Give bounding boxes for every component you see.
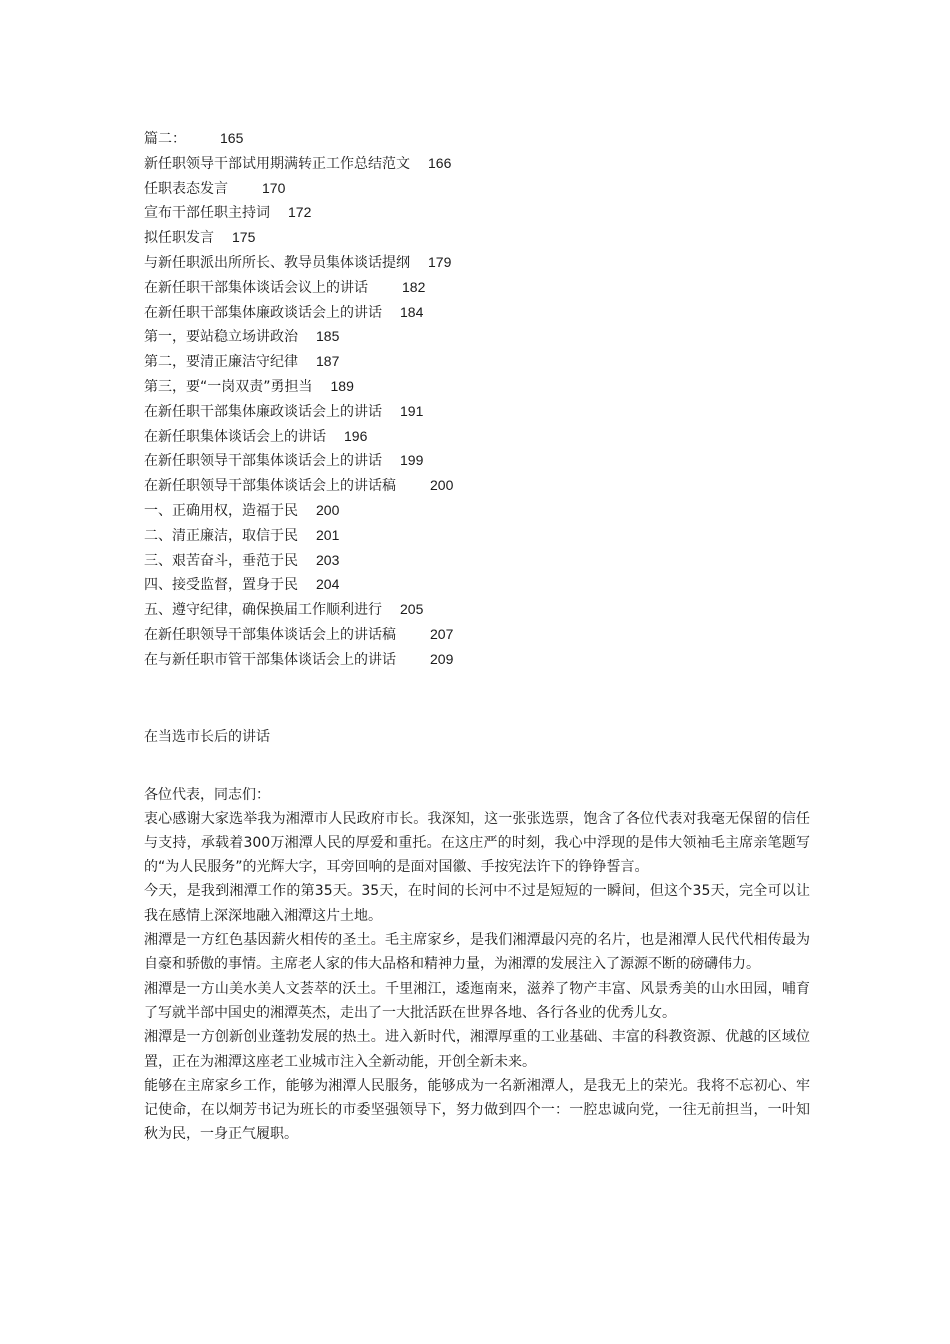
toc-entry-page-number: 170	[262, 179, 286, 196]
toc-entry-title: 在新任职干部集体谈话会议上的讲话	[144, 279, 368, 296]
paragraph: 今天，是我到湘潭工作的第35天。35天，在时间的长河中不过是短短的一瞬间，但这个35天，完全可以让我在感情上深深地融入湘潭这片土地。	[144, 883, 810, 924]
toc-entry-title: 第三，要“一岗双责”勇担当	[144, 378, 313, 395]
toc-entry-title: 在新任职领导干部集体谈话会上的讲话	[144, 453, 382, 470]
toc-entry-page-number: 199	[400, 452, 424, 469]
toc-entry[interactable]	[144, 225, 810, 250]
toc-entry-page-number: 201	[316, 526, 340, 543]
toc-entry[interactable]	[144, 548, 810, 573]
toc-entry[interactable]	[144, 448, 810, 473]
toc-entry-page-number: 165	[220, 130, 244, 146]
toc-entry-title: 宣布干部任职主持词	[144, 205, 270, 222]
toc-entry[interactable]	[144, 126, 810, 151]
toc-entry-page-number: 172	[288, 204, 312, 221]
toc-entry[interactable]	[144, 324, 810, 349]
paragraph: 能够在主席家乡工作，能够为湘潭人民服务，能够成为一名新湘潭人，是我无上的荣光。我将不忘初心、牢记使命，在以炯芳书记为班长的市委坚强领导下，努力做到四个一：一腔忠诚向党，一往无前担当，一叶知秋为民，一身正气履职。	[144, 1077, 810, 1143]
toc-entry[interactable]	[144, 250, 810, 275]
paragraph: 湘潭是一方红色基因薪火相传的圣土。毛主席家乡，是我们湘潭最闪亮的名片，也是湘潭人民代代相传最为自豪和骄傲的事情。主席老人家的伟大品格和精神力量，为湘潭的发展注入了源源不断的磅礴伟力。	[144, 932, 810, 973]
toc-entry-page-number: 179	[428, 253, 452, 270]
toc-entry-title: 第一，要站稳立场讲政治	[144, 329, 298, 346]
toc-entry-title: 三、艰苦奋斗，垂范于民	[144, 552, 298, 569]
toc-entry[interactable]	[144, 572, 810, 597]
toc-entry-page-number: 184	[400, 303, 424, 320]
toc-entry[interactable]	[144, 374, 810, 399]
toc-entry-title: 四、接受监督，置身于民	[144, 577, 298, 594]
toc-entry[interactable]	[144, 622, 810, 647]
toc-entry-page-number: 205	[400, 601, 424, 618]
toc-entry[interactable]	[144, 200, 810, 225]
toc-entry-title: 新任职领导干部试用期满转正工作总结范文	[144, 155, 410, 172]
toc-entry[interactable]	[144, 275, 810, 300]
toc-entry[interactable]	[144, 523, 810, 548]
toc-entry-title: 在新任职干部集体廉政谈话会上的讲话	[144, 304, 382, 321]
toc-entry-title: 拟任职发言	[144, 230, 214, 247]
toc-entry-page-number: 175	[232, 229, 256, 246]
toc-entry-page-number: 203	[316, 551, 340, 568]
toc-entry-page-number: 209	[430, 650, 454, 667]
toc-entry-page-number: 191	[400, 402, 424, 419]
toc-entry-title: 任职表态发言	[144, 180, 228, 197]
toc-entry-title: 五、遵守纪律，确保换届工作顺利进行	[144, 602, 382, 619]
toc-entry[interactable]	[144, 176, 810, 201]
toc-entry-page-number: 189	[330, 377, 354, 394]
toc-entry[interactable]	[144, 498, 810, 523]
toc-entry-title: 与新任职派出所所长、教导员集体谈话提纲	[144, 254, 410, 271]
toc-entry[interactable]	[144, 597, 810, 622]
toc-entry[interactable]	[144, 424, 810, 449]
toc-entry-title: 在与新任职市管干部集体谈话会上的讲话	[144, 651, 396, 668]
toc-entry-page-number: 166	[428, 154, 452, 171]
toc-entry-title: 二、清正廉洁，取信于民	[144, 527, 298, 544]
paragraph: 湘潭是一方创新创业蓬勃发展的热土。进入新时代，湘潭厚重的工业基础、丰富的科教资源、优越的区域位置，正在为湘潭这座老工业城市注入全新动能，开创全新未来。	[144, 1029, 810, 1070]
toc-entry-page-number: 187	[316, 353, 340, 370]
toc-entry-title: 第二，要清正廉洁守纪律	[144, 354, 298, 371]
paragraph: 湘潭是一方山美水美人文荟萃的沃土。千里湘江，逶迤南来，滋养了物产丰富、风景秀美的山水田园，哺育了写就半部中国史的湘潭英杰，走出了一大批活跃在世界各地、各行各业的优秀儿女。	[144, 980, 810, 1021]
document-page	[144, 126, 810, 1147]
toc-entry-title: 在新任职领导干部集体谈话会上的讲话稿	[144, 478, 396, 495]
toc-entry-page-number: 200	[430, 477, 454, 494]
table-of-contents	[144, 126, 810, 672]
toc-entry[interactable]	[144, 473, 810, 498]
speech-body	[144, 807, 810, 1147]
salutation: 各位代表，同志们：	[144, 786, 270, 803]
toc-entry-title: 篇二：	[144, 131, 186, 147]
toc-entry-page-number: 196	[344, 427, 368, 444]
toc-entry-page-number: 185	[316, 328, 340, 345]
toc-entry-title: 在新任职领导干部集体谈话会上的讲话稿	[144, 626, 396, 643]
toc-entry-page-number: 207	[430, 625, 454, 642]
toc-entry[interactable]	[144, 151, 810, 176]
toc-entry[interactable]	[144, 349, 810, 374]
speech-title: 在当选市长后的讲话	[144, 728, 270, 745]
toc-entry-title: 一、正确用权，造福于民	[144, 502, 298, 519]
toc-entry-title: 在新任职集体谈话会上的讲话	[144, 428, 326, 445]
toc-entry[interactable]	[144, 300, 810, 325]
toc-entry-page-number: 204	[316, 576, 340, 593]
toc-entry[interactable]	[144, 647, 810, 672]
paragraph: 衷心感谢大家选举我为湘潭市人民政府市长。我深知，这一张张选票，饱含了各位代表对我毫无保留的信任与支持，承载着300万湘潭人民的厚爱和重托。在这庄严的时刻，我心中浮现的是伟大领袖毛主席亲笔题写的“为人民服务”的光辉大字，耳旁回响的是面对国徽、手按宪法许下的铮铮誓言。	[144, 810, 810, 876]
toc-entry-title: 在新任职干部集体廉政谈话会上的讲话	[144, 403, 382, 420]
toc-entry-page-number: 182	[402, 278, 426, 295]
toc-entry-page-number: 200	[316, 501, 340, 518]
toc-entry[interactable]	[144, 399, 810, 424]
